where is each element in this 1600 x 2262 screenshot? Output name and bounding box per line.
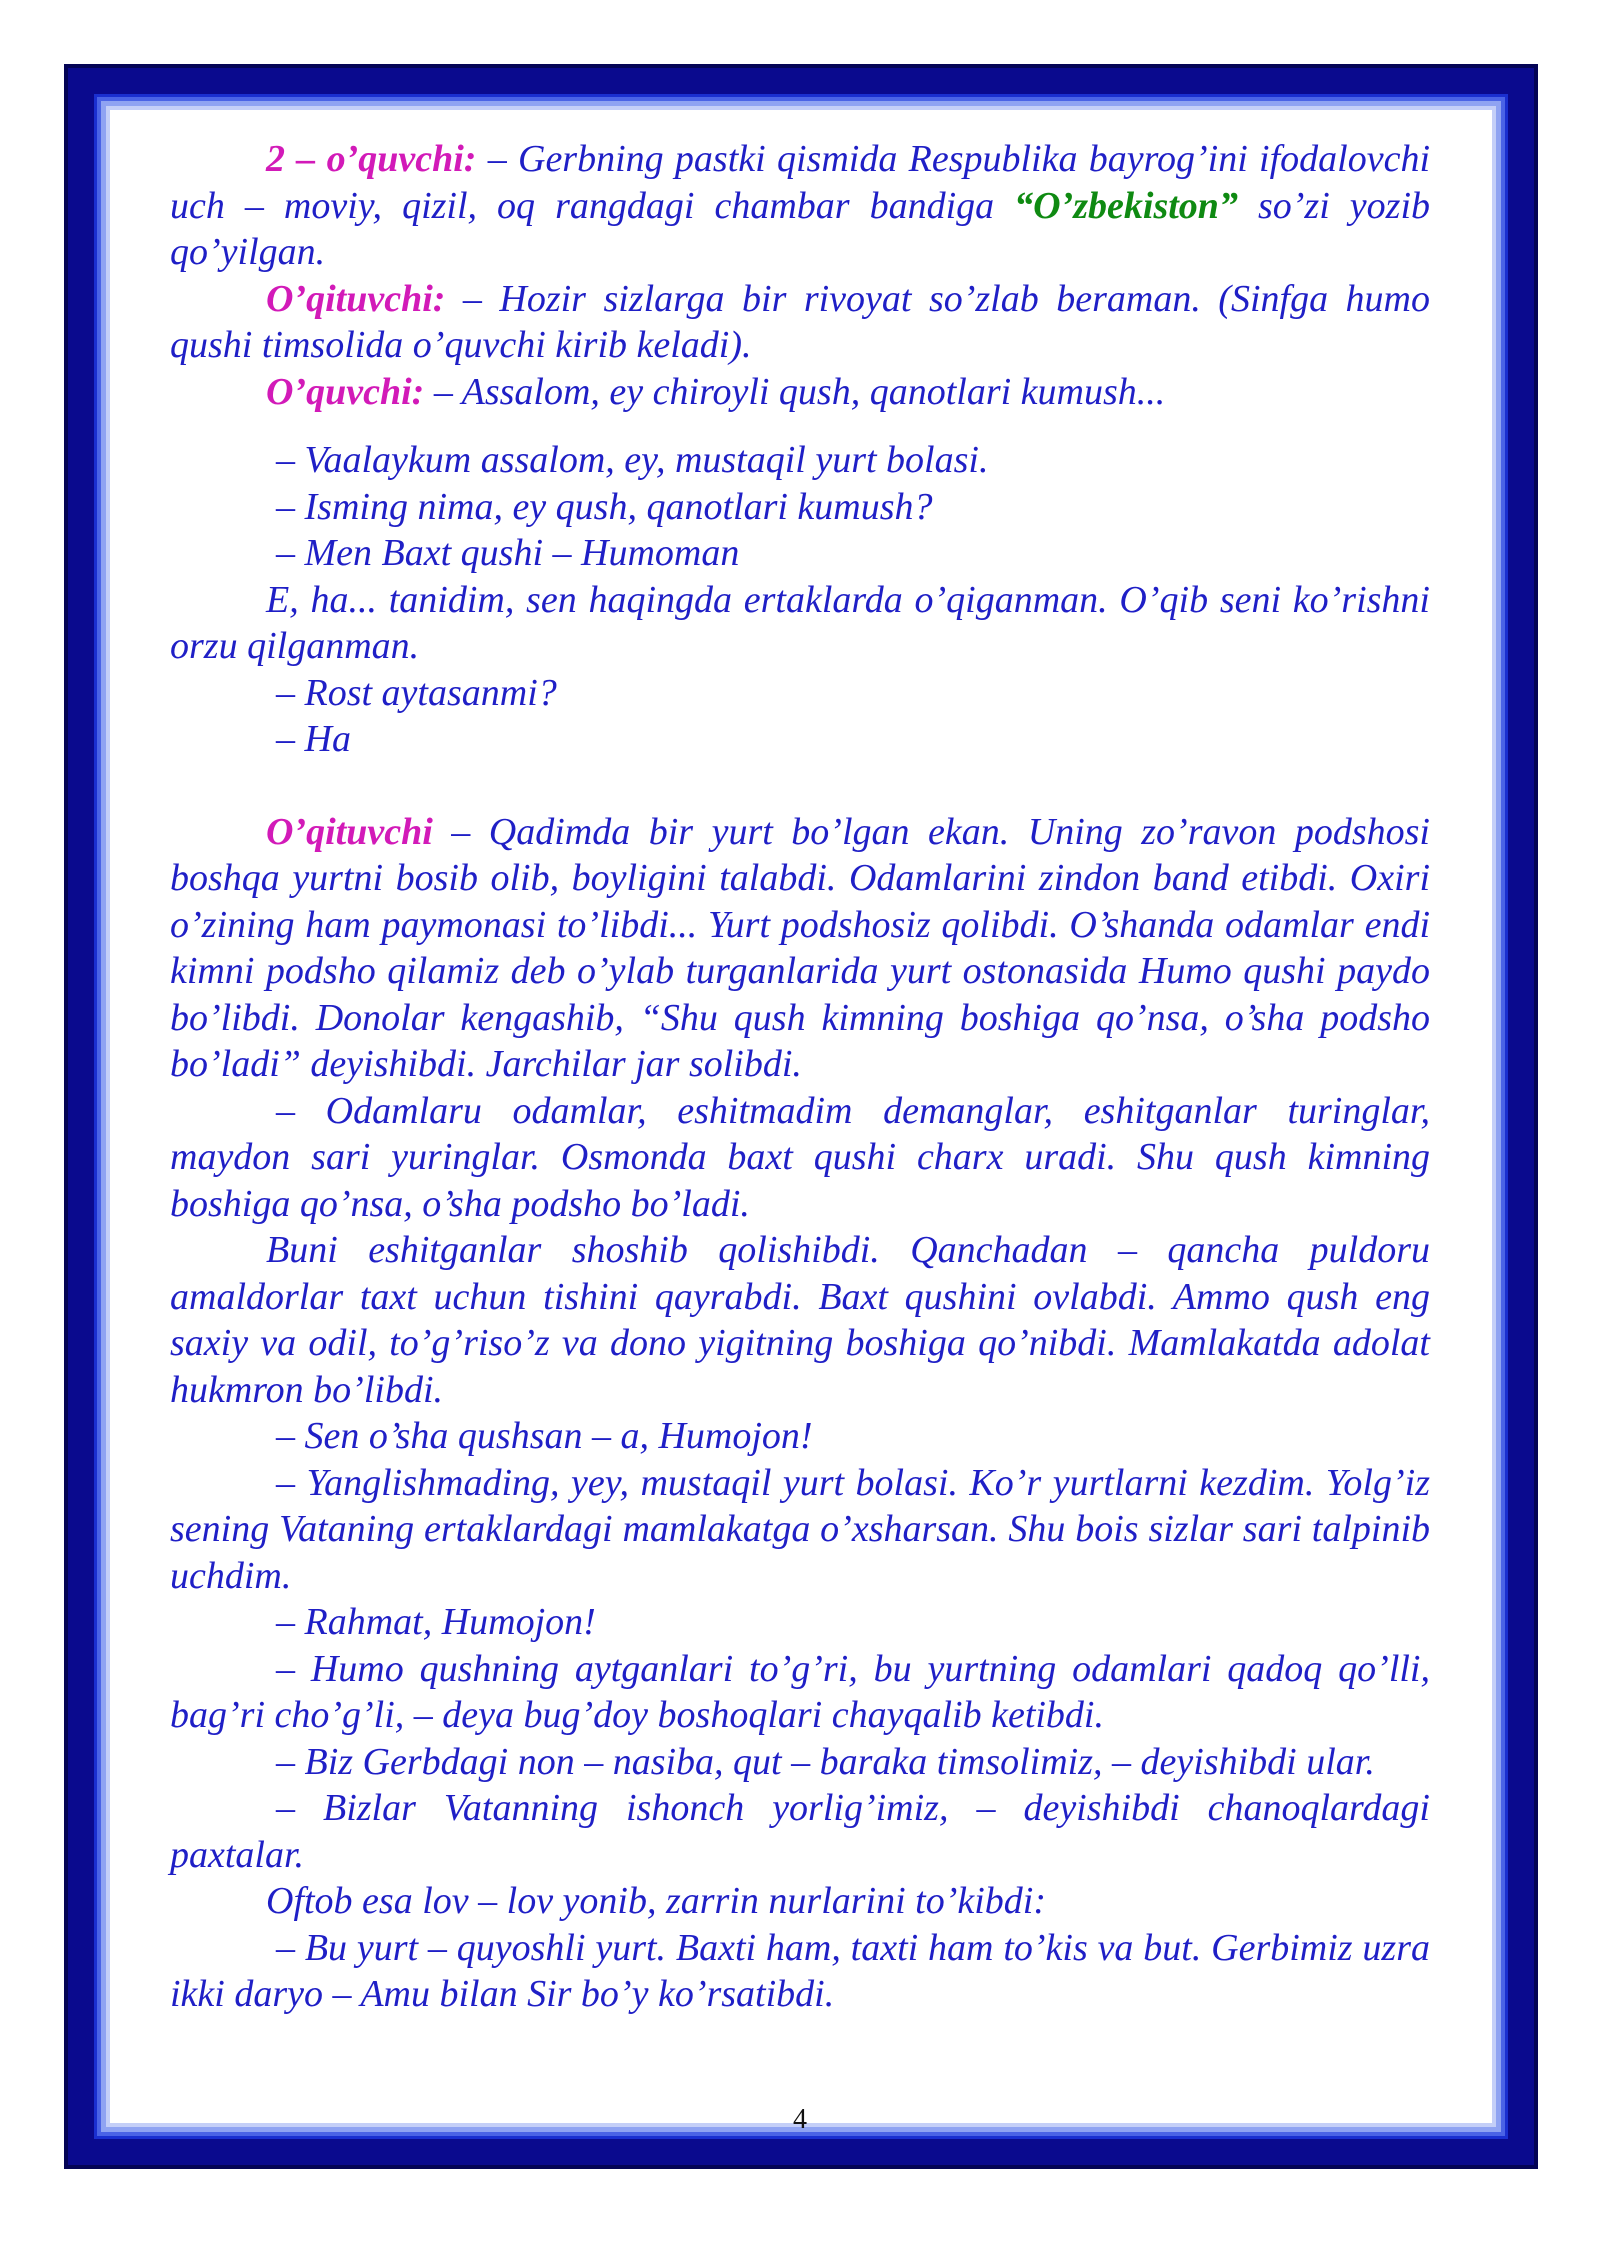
paragraph-text: – Humo qushning aytganlari to’g’ri, bu yurtning odamlari qadoq qo’lli, bag’ri cho’g’li, – deya bug’doy boshoqlari chayqalib ketibdi. — [170, 1647, 1430, 1736]
highlight-word: “O’zbekiston” — [1014, 184, 1238, 227]
paragraph-text: so’zi yozib qo’yilgan. — [170, 184, 1430, 273]
paragraph-text: – Bizlar Vatanning ishonch yorlig’imiz, – deyishibdi chanoqlardagi paxtalar. — [170, 1787, 1430, 1876]
dialogue-line: – Isming nima, ey qush, qanotlari kumush? — [276, 485, 933, 528]
paragraph-text: – Gerbning pastki qismida Respublika bayrog’ini ifodalovchi uch – moviy, qizil, oq rangdagi chambar bandiga — [170, 138, 1430, 227]
paragraph-text: – Hozir sizlarga bir rivoyat so’zlab beraman. (Sinfga humo qushi timsolida o’quvchi kirib keladi). — [170, 277, 1430, 366]
speaker-label: 2 – o’quvchi: — [266, 138, 477, 180]
paragraph-text: – Biz Gerbdagi non – nasiba, qut – baraka timsolimiz, – deyishibdi ular. — [276, 1740, 1375, 1783]
dialogue-line: – Men Baxt qushi – Humoman — [276, 532, 740, 574]
paragraph-text: – Odamlaru odamlar, eshitmadim demanglar, eshitganlar turinglar, maydon sari yuringlar. Osmonda baxt qushi charx uradi. Shu qush kimning boshiga qo’nsa, o’sha podsho bo’ladi. — [170, 1089, 1430, 1225]
document-body — [170, 136, 1430, 2018]
dialogue-line: – Rost aytasanmi? — [276, 671, 557, 714]
paragraph-text: – Bu yurt – quyoshli yurt. Baxti ham, taxti ham to’kis va but. Gerbimiz uzra ikki daryo – Amu bilan Sir bo’y ko’rsatibdi. — [170, 1926, 1430, 2015]
dialogue-line: – Sen o’sha qushsan – a, Humojon! — [276, 1415, 813, 1457]
speaker-label: O’qituvchi — [266, 810, 433, 853]
paragraph-text: – Assalom, ey chiroyli qush, qanotlari kumush... — [424, 370, 1166, 413]
paragraph-text: E, ha... tanidim, sen haqingda ertaklarda o’qiganman. O’qib seni ko’rishni orzu qilganman. — [170, 578, 1430, 667]
speaker-label: O’quvchi: — [266, 370, 425, 413]
paragraph-student-2 — [170, 136, 1430, 276]
paragraph-text: Buni eshitganlar shoshib qolishibdi. Qanchadan – qancha puldoru amaldorlar taxt uchun tishini qayrabdi. Baxt qushini ovlabdi. Ammo qush eng saxiy va odil, to’g’riso’z va dono yigitning boshiga qo’nibdi. Mamlakatda adolat hukmron bo’libdi. — [170, 1229, 1430, 1411]
paragraph-teacher-2 — [170, 809, 1430, 1088]
paragraph-text: – Qadimda bir yurt bo’lgan ekan. Uning zo’ravon podshosi boshqa yurtni bosib olib, boyligini talabdi. Odamlarini zindon band etibdi. Oxiri o’zining ham paymonasi to’libdi... Yurt podshosiz qolibdi. O’shanda odamlar endi kimni podsho qilamiz deb o’ylab turganlarida yurt ostonasida Humo qushi paydo bo’libdi. Donolar kengashib, “Shu qush kimning boshiga qo’nsa, o’sha podsho bo’ladi” deyishibdi. Jarchilar jar solibdi. — [170, 810, 1430, 1085]
speaker-label: O’qituvchi: — [266, 277, 446, 320]
dialogue-line: – Vaalaykum assalom, ey, mustaqil yurt bolasi. — [276, 439, 989, 481]
dialogue-line: – Rahmat, Humojon! — [276, 1601, 596, 1643]
paragraph-teacher-1 — [170, 276, 1430, 369]
page-number: 4 — [793, 2104, 807, 2135]
dialogue-line: – Ha — [276, 718, 351, 760]
paragraph-student — [170, 369, 1430, 416]
paragraph-text: Oftob esa lov – lov yonib, zarrin nurlarini to’kibdi: — [266, 1880, 1047, 1922]
paragraph-text: – Yanglishmading, yey, mustaqil yurt bolasi. Ko’r yurtlarni kezdim. Yolg’iz sening Vataning ertaklardagi mamlakatga o’xsharsan. Shu bois sizlar sari talpinib uchdim. — [170, 1461, 1430, 1597]
